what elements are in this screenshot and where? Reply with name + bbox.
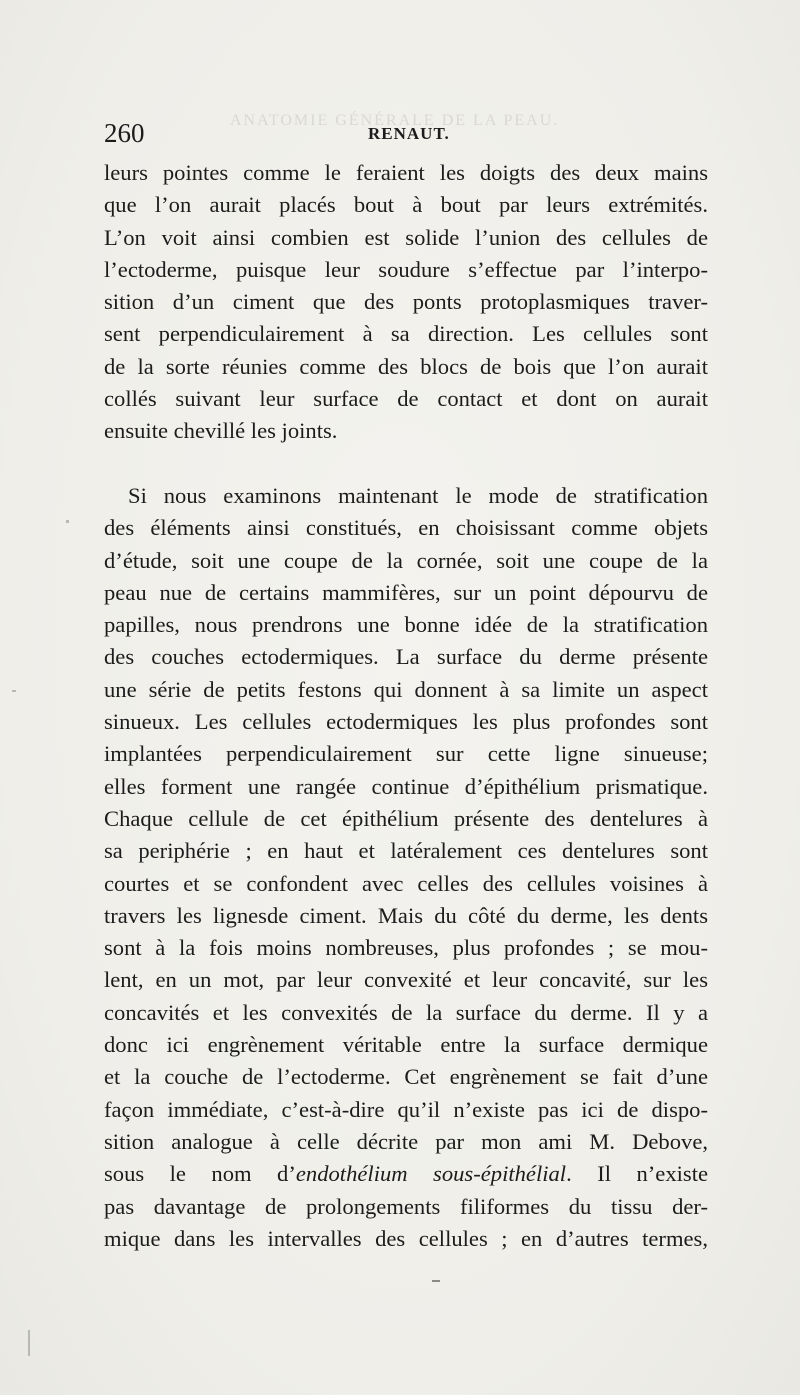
text-line: travers les lignesde ciment. Mais du côté du derme, les dents [104,902,708,928]
text-line: et la couche de l’ectoderme. Cet engrènement se fait d’une [104,1064,708,1090]
text-line: sent perpendiculairement à sa direction. Les cellules sont [104,321,708,347]
text-line: implantées perpendiculairement sur cette ligne sinueuse; [104,741,708,767]
text-run: sous le nom d’ [104,1161,296,1187]
bleed-through-text: ANATOMIE GÉNÉRALE DE LA PEAU. [230,112,560,129]
text-line: courtes et se confondent avec celles des cellules voisines à [104,870,708,896]
text-line: que l’on aurait placés bout à bout par leurs extrémités. [104,192,708,218]
paper-speck [28,1330,30,1356]
text-line: l’ectoderme, puisque leur soudure s’effectue par l’interpo- [104,256,708,282]
text-line-with-italic [104,1158,708,1190]
page-mark [432,1280,440,1282]
body-text [104,157,708,1255]
text-line: sinueux. Les cellules ectodermiques les plus profondes sont [104,709,708,735]
text-line: de la sorte réunies comme des blocs de bois que l’on aurait [104,353,708,379]
text-line: peau nue de certains mammifères, sur un point dépourvu de [104,579,708,605]
text-line: sition analogue à celle décrite par mon ami M. Debove, [104,1128,708,1154]
text-line: d’étude, soit une coupe de la cornée, soit une coupe de la [104,547,708,573]
text-line: Chaque cellule de cet épithélium présente des dentelures à [104,805,708,831]
text-line: sont à la fois moins nombreuses, plus profondes ; se mou- [104,935,708,961]
page-number: 260 [104,118,145,148]
text-run: . Il n’existe [566,1161,709,1187]
running-head: RENAUT. [368,124,450,143]
text-line: Si nous examinons maintenant le mode de stratification [128,482,708,508]
text-line: des éléments ainsi constitués, en choisissant comme objets [104,515,708,541]
text-line: mique dans les intervalles des cellules ; en d’autres termes, [104,1225,708,1251]
text-line: concavités et les convexités de la surface du derme. Il y a [104,999,708,1025]
text-line: donc ici engrènement véritable entre la surface dermique [104,1032,708,1058]
text-line: lent, en un mot, par leur convexité et leur concavité, sur les [104,967,708,993]
page-header [104,116,708,150]
paper-speck [66,520,69,523]
text-line: une série de petits festons qui donnent à sa limite un aspect [104,676,708,702]
text-line: papilles, nous prendrons une bonne idée de la stratification [104,612,708,638]
text-line: façon immédiate, c’est-à-dire qu’il n’existe pas ici de dispo- [104,1096,708,1122]
paper-speck [12,690,16,692]
text-line: elles forment une rangée continue d’épithélium prismatique. [104,773,708,799]
italic-term: endothélium sous-épithélial [295,1161,567,1187]
text-line: L’on voit ainsi combien est solide l’union des cellules de [104,224,708,250]
text-line: collés suivant leur surface de contact et dont on aurait [104,386,708,412]
paragraph-gap [104,448,708,480]
text-line: sition d’un ciment que des ponts protoplasmiques traver- [104,289,708,315]
text-line: pas davantage de prolongements filiformes du tissu der- [104,1193,708,1219]
text-line: des couches ectodermiques. La surface du derme présente [104,644,708,670]
text-line: sa periphérie ; en haut et latéralement ces dentelures sont [104,838,708,864]
text-line: ensuite chevillé les joints. [104,418,338,444]
text-line: leurs pointes comme le feraient les doigts des deux mains [104,160,708,185]
